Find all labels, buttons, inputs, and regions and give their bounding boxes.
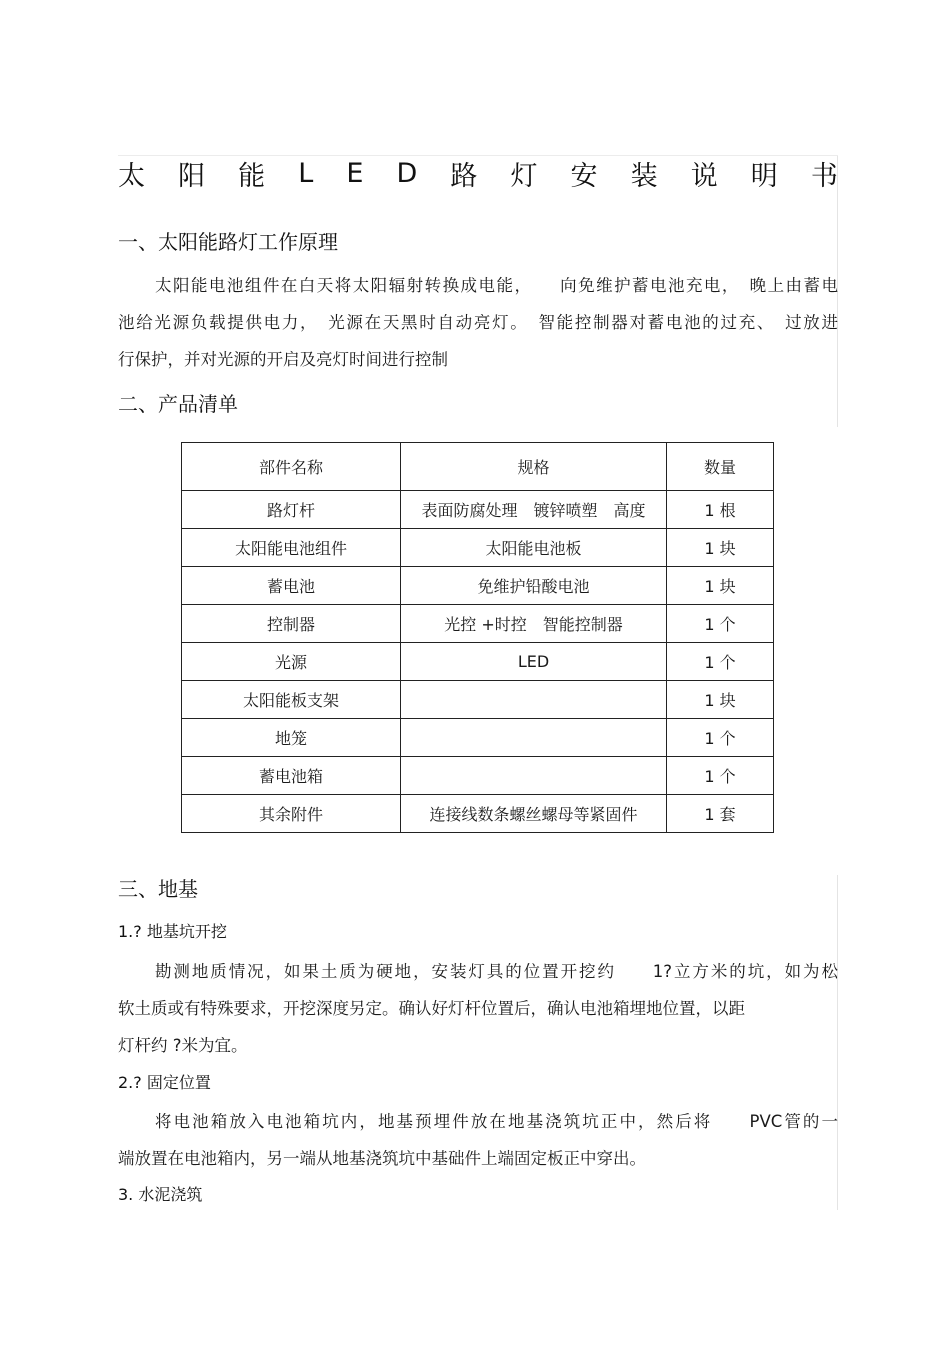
principle-paragraph <box>118 267 838 378</box>
paragraph-line: 行保护，并对光源的开启及亮灯时间进行控制 <box>118 350 448 369</box>
cell-part-name: 地笼 <box>182 719 401 757</box>
cell-quantity: 1 个 <box>667 719 774 757</box>
title-char: 说 <box>690 160 718 192</box>
table-row <box>182 795 774 833</box>
table-row <box>182 567 774 605</box>
subheading-fix-position: 2.? 固定位置 <box>118 1073 211 1092</box>
cell-quantity: 1 块 <box>667 681 774 719</box>
cell-quantity: 1 块 <box>667 567 774 605</box>
fix-position-paragraph <box>118 1103 838 1177</box>
title-char: D <box>396 157 418 189</box>
cell-part-name: 太阳能板支架 <box>182 681 401 719</box>
table-row <box>182 643 774 681</box>
cell-part-name: 太阳能电池组件 <box>182 529 401 567</box>
cell-quantity: 1 个 <box>667 757 774 795</box>
title-char: 装 <box>630 160 658 192</box>
cell-quantity: 1 套 <box>667 795 774 833</box>
column-header-part-name: 部件名称 <box>182 443 401 491</box>
section-heading-foundation: 三、地基 <box>118 877 198 901</box>
cell-quantity: 1 个 <box>667 605 774 643</box>
cell-spec: 连接线数条螺丝螺母等紧固件 <box>401 795 667 833</box>
cell-spec <box>401 681 667 719</box>
cell-part-name: 控制器 <box>182 605 401 643</box>
section-heading-principle: 一、太阳能路灯工作原理 <box>118 230 338 254</box>
title-char: 书 <box>810 160 838 192</box>
section-heading-product-list: 二、产品清单 <box>118 392 238 416</box>
title-char: 太 <box>118 160 145 192</box>
cell-part-name: 蓄电池 <box>182 567 401 605</box>
paragraph-line: 太阳能电池组件在白天将太阳辐射转换成电能， 向免维护蓄电池充电， 晚上由蓄电 <box>155 276 838 295</box>
paragraph-line: 端放置在电池箱内，另一端从地基浇筑坑中基础件上端固定板正中穿出。 <box>118 1149 646 1168</box>
cell-spec: 表面防腐处理 镀锌喷塑 高度 <box>401 491 667 529</box>
title-char: 安 <box>570 160 598 192</box>
table-row <box>182 681 774 719</box>
title-char: 灯 <box>510 160 538 192</box>
column-header-spec: 规格 <box>401 443 667 491</box>
paragraph-line: 灯杆约 ?米为宜。 <box>118 1036 248 1055</box>
subheading-pit-excavation: 1.? 地基坑开挖 <box>118 922 227 941</box>
cell-quantity: 1 块 <box>667 529 774 567</box>
table-row <box>182 529 774 567</box>
cell-spec: 免维护铅酸电池 <box>401 567 667 605</box>
cell-spec: LED <box>401 643 667 681</box>
cell-spec <box>401 757 667 795</box>
cell-spec: 太阳能电池板 <box>401 529 667 567</box>
title-char: 能 <box>238 160 266 192</box>
cell-part-name: 蓄电池箱 <box>182 757 401 795</box>
cell-spec: 光控 +时控 智能控制器 <box>401 605 667 643</box>
table-row <box>182 491 774 529</box>
product-list-table <box>181 442 774 833</box>
title-char: 明 <box>750 160 778 192</box>
table-row <box>182 757 774 795</box>
title-char: E <box>346 157 364 189</box>
cell-part-name: 光源 <box>182 643 401 681</box>
document-title <box>118 152 838 194</box>
table-row <box>182 605 774 643</box>
cell-part-name: 路灯杆 <box>182 491 401 529</box>
title-char: 路 <box>450 160 478 192</box>
title-char: 阳 <box>178 160 206 192</box>
title-char: L <box>298 157 314 189</box>
paragraph-line: 软土质或有特殊要求，开挖深度另定。确认好灯杆位置后，确认电池箱埋地位置，以距 <box>118 999 745 1018</box>
cell-quantity: 1 根 <box>667 491 774 529</box>
subheading-cement-pouring: 3. 水泥浇筑 <box>118 1185 203 1204</box>
table-row <box>182 719 774 757</box>
cell-quantity: 1 个 <box>667 643 774 681</box>
pit-excavation-paragraph <box>118 953 838 1064</box>
cell-spec <box>401 719 667 757</box>
paragraph-line: 勘测地质情况，如果土质为硬地，安装灯具的位置开挖约 1?立方米的坑，如为松 <box>155 962 838 981</box>
cell-part-name: 其余附件 <box>182 795 401 833</box>
paragraph-line: 将电池箱放入电池箱坑内，地基预埋件放在地基浇筑坑正中，然后将 PVC管的一 <box>155 1112 838 1131</box>
paragraph-line: 池给光源负载提供电力， 光源在天黑时自动亮灯。 智能控制器对蓄电池的过充、 过放进 <box>118 313 838 332</box>
column-header-quantity: 数量 <box>667 443 774 491</box>
table-header-row <box>182 443 774 491</box>
